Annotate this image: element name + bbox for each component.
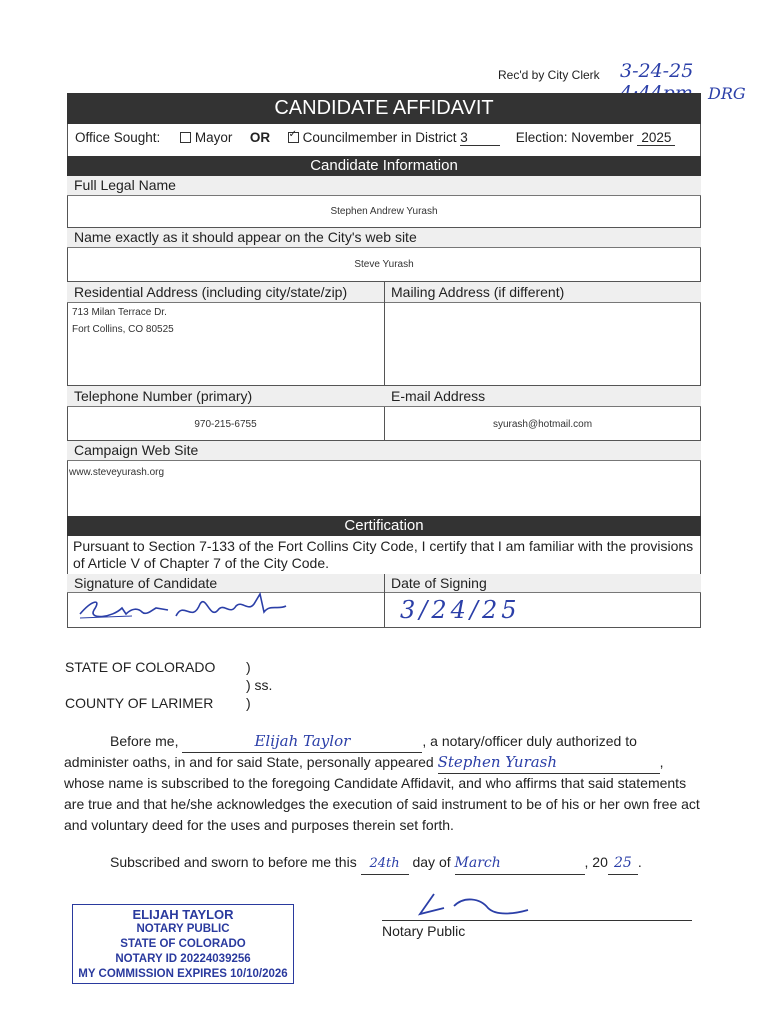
notary-public-label: Notary Public (382, 923, 466, 939)
state-line: STATE OF COLORADO (65, 659, 216, 675)
received-label: Rec'd by City Clerk (498, 68, 600, 82)
website-label: Campaign Web Site (74, 442, 199, 458)
res-address-line1: 713 Milan Terrace Dr. (72, 307, 167, 318)
notary-signature (404, 888, 534, 922)
stamp-expiry: MY COMMISSION EXPIRES 10/10/2026 (78, 968, 288, 980)
notary-paragraph-rest: whose name is subscribed to the foregoing Candidate Affidavit, and who affirms that said statements are true and that he/she acknowledges the execution of said instrument to be of his or her own free act and voluntary deed for the uses and purposes therein set forth. (64, 775, 700, 833)
election-year: 2025 (637, 130, 675, 146)
state-paren: ) (246, 659, 251, 675)
authorized-text: , a notary/officer duly authorized to (422, 733, 637, 749)
election-label: Election: November (515, 130, 634, 145)
divider (67, 460, 701, 461)
divider (67, 247, 701, 248)
notary-name-handwritten: Elijah Taylor (182, 731, 422, 753)
web-name-label: Name exactly as it should appear on the City's web site (74, 229, 417, 245)
stamp-state: STATE OF COLORADO (120, 938, 246, 950)
subscribed-text: Subscribed and sworn to before me this (110, 854, 357, 870)
signing-date-value: 3/24/25 (400, 596, 521, 624)
column-divider (384, 282, 385, 440)
before-me-label: Before me, (110, 733, 179, 749)
day-handwritten: 24th (361, 853, 409, 875)
appeared-name-handwritten: Stephen Yurash (438, 752, 660, 774)
county-paren: ) (246, 695, 251, 711)
council-label: Councilmember in District (302, 130, 457, 145)
received-initials: DRG (708, 84, 746, 103)
administer-text: administer oaths, in and for said State, personally appeared (64, 754, 434, 770)
office-label: Office Sought: (75, 130, 161, 145)
website-value: www.steveyurash.org (69, 467, 165, 478)
notary-line1 (110, 731, 637, 753)
column-divider (384, 574, 385, 628)
day-of-text: day of (412, 854, 451, 870)
res-address-line2: Fort Collins, CO 80525 (72, 324, 174, 335)
candidate-signature (72, 590, 302, 630)
mayor-label: Mayor (194, 130, 233, 145)
certification-header: Certification (67, 516, 701, 536)
period: . (637, 854, 642, 870)
signature-label: Signature of Candidate (74, 575, 218, 591)
stamp-title: NOTARY PUBLIC (136, 923, 230, 935)
full-name-value: Stephen Andrew Yurash (330, 206, 438, 217)
email-label: E-mail Address (391, 388, 486, 404)
divider (67, 195, 701, 196)
office-sought-row (75, 130, 695, 146)
county-line: COUNTY OF LARIMER (65, 695, 214, 711)
mayor-checkbox[interactable] (180, 132, 191, 143)
line2-comma: , (659, 754, 664, 770)
mail-address-label: Mailing Address (if different) (391, 284, 565, 300)
month-handwritten: March (455, 853, 585, 875)
year-handwritten: 25 (608, 853, 638, 875)
year-prefix: , 20 (584, 854, 608, 870)
phone-label: Telephone Number (primary) (74, 388, 253, 404)
phone-value: 970-215-6755 (194, 419, 257, 430)
email-value: syurash@hotmail.com (492, 419, 593, 430)
notary-line2 (64, 752, 663, 774)
notary-stamp (72, 904, 294, 984)
candidate-info-header: Candidate Information (67, 156, 701, 176)
stamp-id: NOTARY ID 20224039256 (115, 953, 251, 965)
received-datetime: 3-24-25 (620, 60, 694, 82)
subscribed-line (110, 852, 642, 875)
form-title: CANDIDATE AFFIDAVIT (67, 93, 701, 124)
date-signing-label: Date of Signing (391, 575, 487, 591)
divider (67, 406, 701, 407)
ss-label: ) ss. (246, 677, 273, 693)
district-value: 3 (460, 130, 500, 146)
notary-signature-line (382, 920, 692, 921)
full-name-label: Full Legal Name (74, 177, 176, 193)
web-name-value: Steve Yurash (354, 259, 414, 270)
stamp-name: ELIJAH TAYLOR (132, 907, 234, 922)
certification-text: Pursuant to Section 7-133 of the Fort Collins City Code, I certify that I am familiar with the provisions of Article V of Chapter 7 of the City Code. (73, 538, 694, 571)
res-address-label: Residential Address (including city/state/zip) (74, 284, 348, 300)
councilmember-checkbox[interactable] (288, 132, 299, 143)
or-label: OR (249, 130, 271, 145)
